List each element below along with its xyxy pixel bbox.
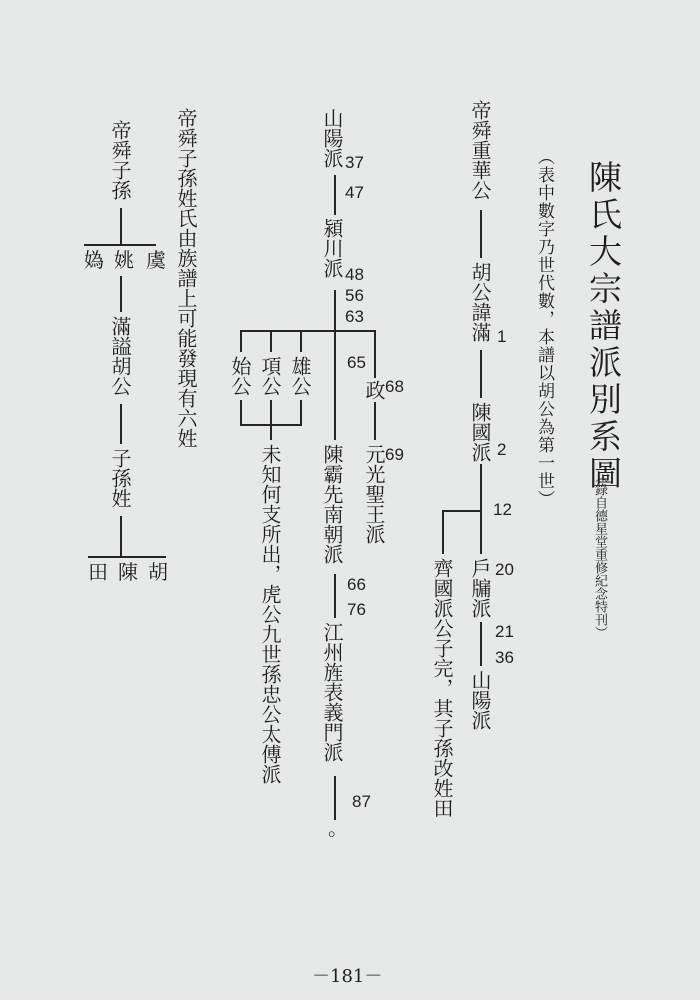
connector — [480, 350, 482, 398]
generation-note: （表中數字乃世代數，本譜以胡公為第一世） — [534, 148, 554, 508]
emperor-shun-label: 帝舜重華公 — [468, 100, 492, 200]
generation-number: 36 — [495, 648, 514, 667]
connector — [480, 464, 482, 554]
connector — [334, 574, 336, 618]
generation-number: 37 — [345, 153, 364, 172]
generation-number: 56 — [345, 286, 364, 305]
source-note: （錄自德星堂重修紀念特刊） — [592, 470, 607, 639]
shanyang-label: 山陽派 — [320, 108, 344, 168]
yu-label: 虞 — [146, 248, 166, 272]
shanyang-branch: 山陽派 — [468, 670, 492, 730]
tian-label: 田 — [88, 560, 108, 584]
xiang-gong-label: 項公 — [258, 356, 282, 396]
man-posthumous-hu: 滿謚胡公 — [108, 316, 132, 396]
hu-gong-label: 胡公諱滿 — [468, 262, 492, 342]
connector — [270, 400, 272, 440]
chenbaxian-branch: 陳霸先南朝派 — [320, 444, 344, 564]
chen-state-branch: 陳國派 — [468, 402, 492, 462]
descendant-surnames: 子孫姓 — [108, 448, 132, 508]
chen-label: 陳 — [118, 560, 138, 584]
connector — [240, 400, 242, 426]
gui-label: 媯 — [84, 248, 104, 272]
connector — [300, 330, 302, 352]
generation-number: 21 — [495, 622, 514, 641]
yao-label: 姚 — [114, 248, 134, 272]
connector — [334, 776, 336, 820]
page-title: 陳氏大宗譜派別系圖 — [584, 160, 623, 493]
yingchuan-branch: 潁川派 — [320, 218, 344, 278]
generation-number: 2 — [497, 440, 507, 459]
generation-number: 87 — [352, 792, 371, 811]
generation-number: 68 — [385, 377, 404, 396]
branch-connector — [240, 330, 374, 332]
zheng-label: 政 — [362, 380, 386, 400]
emperor-shun-descendants: 帝舜子孫 — [108, 120, 132, 200]
xiong-gong-label: 雄公 — [288, 356, 312, 396]
six-surnames-note: 帝舜子孫姓氏由族譜上可能發現有六姓 — [174, 108, 198, 448]
generation-number: 47 — [345, 183, 364, 202]
connector — [120, 276, 122, 312]
connector — [300, 400, 302, 426]
generation-number: 20 — [495, 560, 514, 579]
generation-number: 65 — [347, 353, 366, 372]
generation-number: 69 — [385, 445, 404, 464]
connector — [374, 402, 376, 440]
generation-number: 63 — [345, 307, 364, 326]
connector — [120, 404, 122, 444]
connector — [240, 330, 242, 352]
page-number: －181－ — [312, 966, 383, 987]
connector — [120, 208, 122, 244]
generation-number: 12 — [493, 500, 512, 519]
generation-number: 76 — [347, 600, 366, 619]
connector — [480, 210, 482, 258]
end-mark: 。 — [328, 816, 348, 840]
generation-number: 1 — [497, 327, 507, 346]
huyong-branch: 戶牖派 — [468, 558, 492, 618]
connector — [334, 175, 336, 215]
qi-state-branch: 齊國派公子完，其子孫改姓田 — [430, 558, 454, 818]
yuanguang-branch: 元光聖王派 — [362, 444, 386, 544]
branch-connector — [88, 556, 166, 558]
connector — [374, 330, 376, 378]
generation-number: 66 — [347, 575, 366, 594]
connector — [480, 622, 482, 666]
jiangzhou-branch: 江州旌表義門派 — [320, 622, 344, 762]
branch-connector — [84, 244, 156, 246]
connector — [442, 510, 444, 554]
connector — [334, 290, 336, 440]
branch-connector — [442, 510, 482, 512]
hu-label: 胡 — [148, 560, 168, 584]
generation-number: 48 — [345, 265, 364, 284]
connector — [270, 330, 272, 352]
unknown-branch-note: 未知何支所出，虎公九世孫忠公太傅派 — [258, 444, 282, 784]
connector — [120, 516, 122, 556]
shi-gong-label: 始公 — [228, 356, 252, 396]
